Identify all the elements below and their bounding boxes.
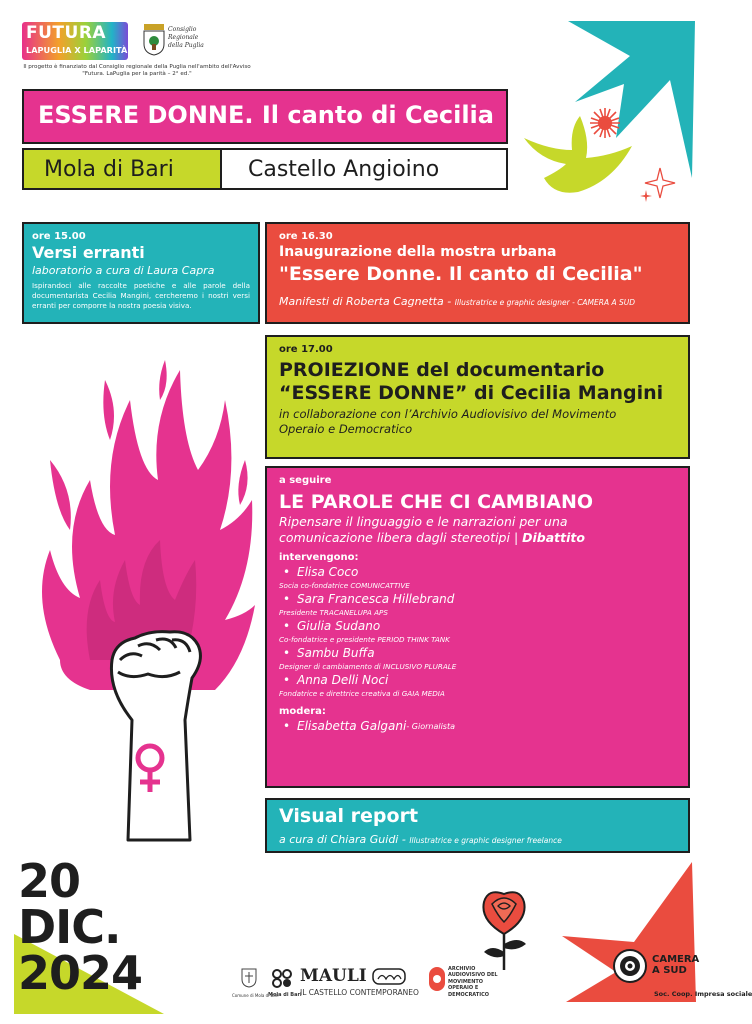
event-time: a seguire: [279, 475, 332, 486]
date-month: DIC.: [18, 900, 121, 954]
futura-logo-word: FUTURA: [26, 23, 107, 43]
gallery-mark-icon: [372, 967, 406, 987]
speaker-name: Anna Delli Noci: [297, 673, 389, 687]
event-title-line2: “ESSERE DONNE” di Cecilia Mangini: [279, 382, 664, 404]
speaker-name: Elisa Coco: [297, 565, 359, 579]
event-credit: [279, 290, 676, 309]
comune-text: Comune di Mola di Bari: [232, 993, 279, 998]
event-subtitle: laboratorio a cura di Laura Capra: [32, 264, 215, 277]
futura-logo-sub: LAPUGLIA X LAPARITÀ: [26, 45, 128, 55]
event-time: ore 15.00: [32, 231, 86, 242]
speakers-label: intervengono:: [279, 552, 359, 563]
moderator-name: Elisabetta Galgani: [297, 719, 407, 733]
camera-a-sud-subtitle: Soc. Coop. Impresa sociale: [654, 990, 752, 998]
bullet-icon: •: [283, 646, 291, 660]
event-mostra: [265, 222, 690, 324]
camera-a-sud-text: CAMERA A SUD: [652, 954, 700, 976]
moderator-row: [279, 718, 676, 734]
castello-text: IL CASTELLO CONTEMPORANEO: [300, 988, 419, 997]
date-year: 2024: [18, 946, 143, 1000]
speaker-role: Presidente TRACANELUPA APS: [279, 608, 388, 617]
list-item: [279, 618, 676, 645]
list-item: [279, 591, 676, 618]
coat-of-arms-icon: [142, 22, 166, 56]
credit-sub: Illustratrice e graphic designer - CAMERA A SUD: [454, 298, 636, 307]
event-credit: [279, 828, 676, 847]
archivio-text: ARCHIVIO AUDIOVISIVO DEL MOVIMENTO OPERAIO E DEMOCRATICO: [448, 966, 498, 998]
speaker-role: Socia co-fondatrice COMUNICATTIVE: [279, 581, 410, 590]
bullet-icon: •: [283, 619, 291, 633]
moderator-label: modera:: [279, 706, 326, 717]
venue-label: Castello Angioino: [248, 157, 440, 182]
raised-fist-icon: [111, 632, 200, 840]
date-day: 20: [18, 854, 81, 908]
subtitle-tag: Dibattito: [522, 530, 585, 545]
credit-main: a cura di Chiara Guidi -: [279, 833, 410, 846]
speaker-name: Sambu Buffa: [297, 646, 375, 660]
regional-council-text: Consiglio Regionale della Puglia: [168, 26, 204, 49]
mola-mark-icon: [271, 968, 293, 988]
rose-icon: [474, 882, 534, 972]
event-date: [18, 854, 178, 1004]
event-subtitle-line1: Ripensare il linguaggio e le narrazioni per una: [279, 514, 568, 529]
collab-line1: in collaborazione con l’Archivio Audiovisivo del Movimento: [279, 407, 617, 421]
camera-eye-icon: [612, 948, 648, 984]
archivio-mark-icon: [428, 966, 446, 992]
event-proiezione: [265, 335, 690, 459]
bullet-icon: •: [283, 673, 291, 687]
credit-sub: Illustratrice e graphic designer freelance: [409, 836, 562, 845]
list-item: [279, 672, 676, 699]
speakers-list: [279, 564, 676, 699]
moderator-role: - Giornalista: [406, 721, 456, 731]
list-item: [279, 564, 676, 591]
subtitle-text: comunicazione libera dagli stereotipi |: [279, 530, 523, 545]
mola-text: Mola di Bari: [268, 992, 302, 998]
camera-a-sud-logo: [612, 948, 700, 988]
regional-council-logo: [142, 22, 212, 64]
event-title: LE PAROLE CHE CI CAMBIANO: [279, 491, 594, 513]
bullet-icon: •: [283, 592, 291, 606]
event-subtitle-line2: [279, 530, 676, 546]
speaker-name: Giulia Sudano: [297, 619, 381, 633]
event-parole: [265, 466, 690, 788]
event-time: ore 16.30: [279, 231, 333, 242]
decorative-graphics: [520, 18, 705, 208]
comune-logo: [232, 968, 279, 1008]
speaker-role: Co-fondatrice e presidente PERIOD THINK TANK: [279, 635, 450, 644]
bullet-icon: •: [283, 565, 291, 579]
teal-star-shape: [568, 21, 695, 178]
speaker-name: Sara Francesca Hillebrand: [297, 592, 455, 606]
mola-logo: [268, 968, 302, 1008]
futura-logo: [22, 22, 128, 60]
event-title: Inaugurazione della mostra urbana: [279, 244, 557, 260]
event-title-bar: [22, 89, 508, 144]
event-versi-erranti: [22, 222, 260, 324]
speaker-role: Fondatrice e direttrice creativa di GAIA MEDIA: [279, 689, 445, 698]
event-visual-report: [265, 798, 690, 853]
list-item: [279, 645, 676, 672]
exhibition-headline: "Essere Donne. Il canto di Cecilia": [279, 263, 643, 285]
event-description: Ispirandoci alle raccolte poetiche e alle parole della documentarista Cecilia Mangini, cercheremo i nostri versi erranti per comporre la nostra poesia visiva.: [32, 281, 250, 310]
event-title: Visual report: [279, 805, 419, 827]
red-sun-icon: [590, 108, 620, 138]
collab-line2: Operaio e Democratico: [279, 422, 413, 436]
sparkle-small-icon: [640, 190, 652, 202]
event-time: ore 17.00: [279, 344, 333, 355]
city-box: [22, 148, 222, 190]
event-title-line1: PROIEZIONE del documentario: [279, 359, 605, 381]
speaker-role: Designer di cambiamento di INCLUSIVO PLURALE: [279, 662, 457, 671]
sparkle-icon: [645, 168, 675, 198]
flame-fist-illustration: [20, 360, 260, 850]
funding-note: Il progetto è finanziato dal Consiglio regionale della Puglia nell'ambito dell'Avviso "Futura. LaPuglia per la parità – 2° ed.": [23, 64, 251, 77]
mauli-text: MAULI: [300, 966, 367, 986]
city-label: Mola di Bari: [44, 157, 174, 182]
event-title: Versi erranti: [32, 243, 145, 262]
credit-main: Manifesti di Roberta Cagnetta -: [279, 295, 455, 308]
venue-box: [222, 148, 508, 190]
event-title: ESSERE DONNE. Il canto di Cecilia: [38, 101, 494, 129]
crest-icon: [241, 968, 257, 988]
bullet-icon: •: [283, 719, 291, 733]
